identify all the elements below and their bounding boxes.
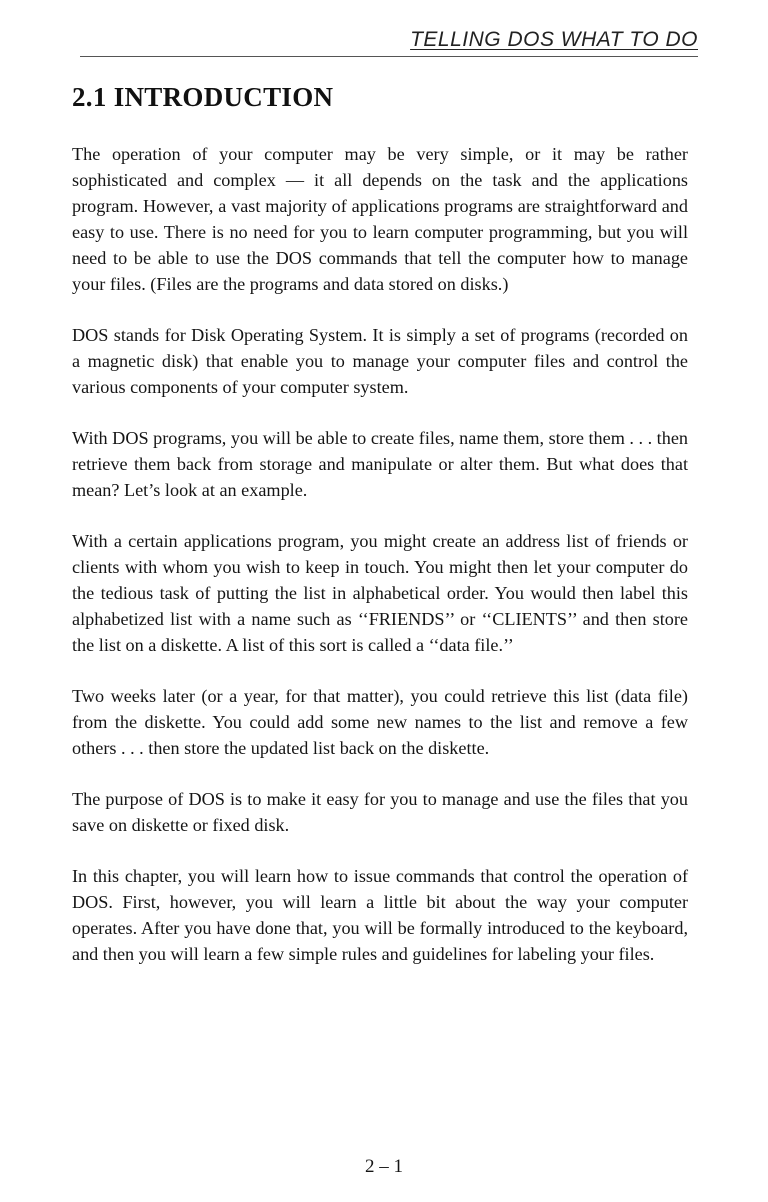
page-number: 2 – 1 [365, 1156, 403, 1177]
paragraph-5: Two weeks later (or a year, for that matter), you could retrieve this list (data file) from the diskette. You could add some new names to the list and remove a few others . . . then store the updated list back on the diskette. [72, 686, 688, 758]
paragraph-1: The operation of your computer may be very simple, or it may be rather sophisticated and complex — it all depends on the task and the applications program. However, a vast majority of applications programs are straightforward and easy to use. There is no need for you to learn computer programming, but you will need to be able to use the DOS commands that tell the computer how to manage your files. (Files are the programs and data stored on disks.) [72, 144, 688, 294]
paragraph-7: In this chapter, you will learn how to issue commands that control the operation of DOS. First, however, you will learn a little bit about the way your computer operates. After you have done that, you will be formally introduced to the keyboard, and then you will learn a few simple rules and guidelines for labeling your files. [72, 866, 688, 964]
section-title: 2.1 INTRODUCTION [72, 82, 334, 112]
paragraph-6: The purpose of DOS is to make it easy for you to manage and use the files that you save on diskette or fixed disk. [72, 789, 688, 835]
paragraph-4: With a certain applications program, you might create an address list of friends or clients with whom you wish to keep in touch. You might then let your computer do the tedious task of putting the list in alphabetical order. You would then label this alphabetized list with a name such as ‘‘FRIENDS’’ or ‘‘CLIENTS’’ and then store the list on a diskette. A list of this sort is called a ‘‘data file.’’ [72, 531, 688, 655]
paragraph-2: DOS stands for Disk Operating System. It is simply a set of programs (recorded on a magnetic disk) that enable you to manage your computer files and control the various components of your computer system. [72, 325, 688, 397]
running-header [80, 26, 698, 57]
running-head-text: TELLING DOS WHAT TO DO [410, 28, 698, 51]
body-text [72, 141, 688, 992]
paragraph-3: With DOS programs, you will be able to create files, name them, store them . . . then retrieve them back from storage and manipulate or alter them. But what does that mean? Let’s look at an example. [72, 428, 688, 500]
